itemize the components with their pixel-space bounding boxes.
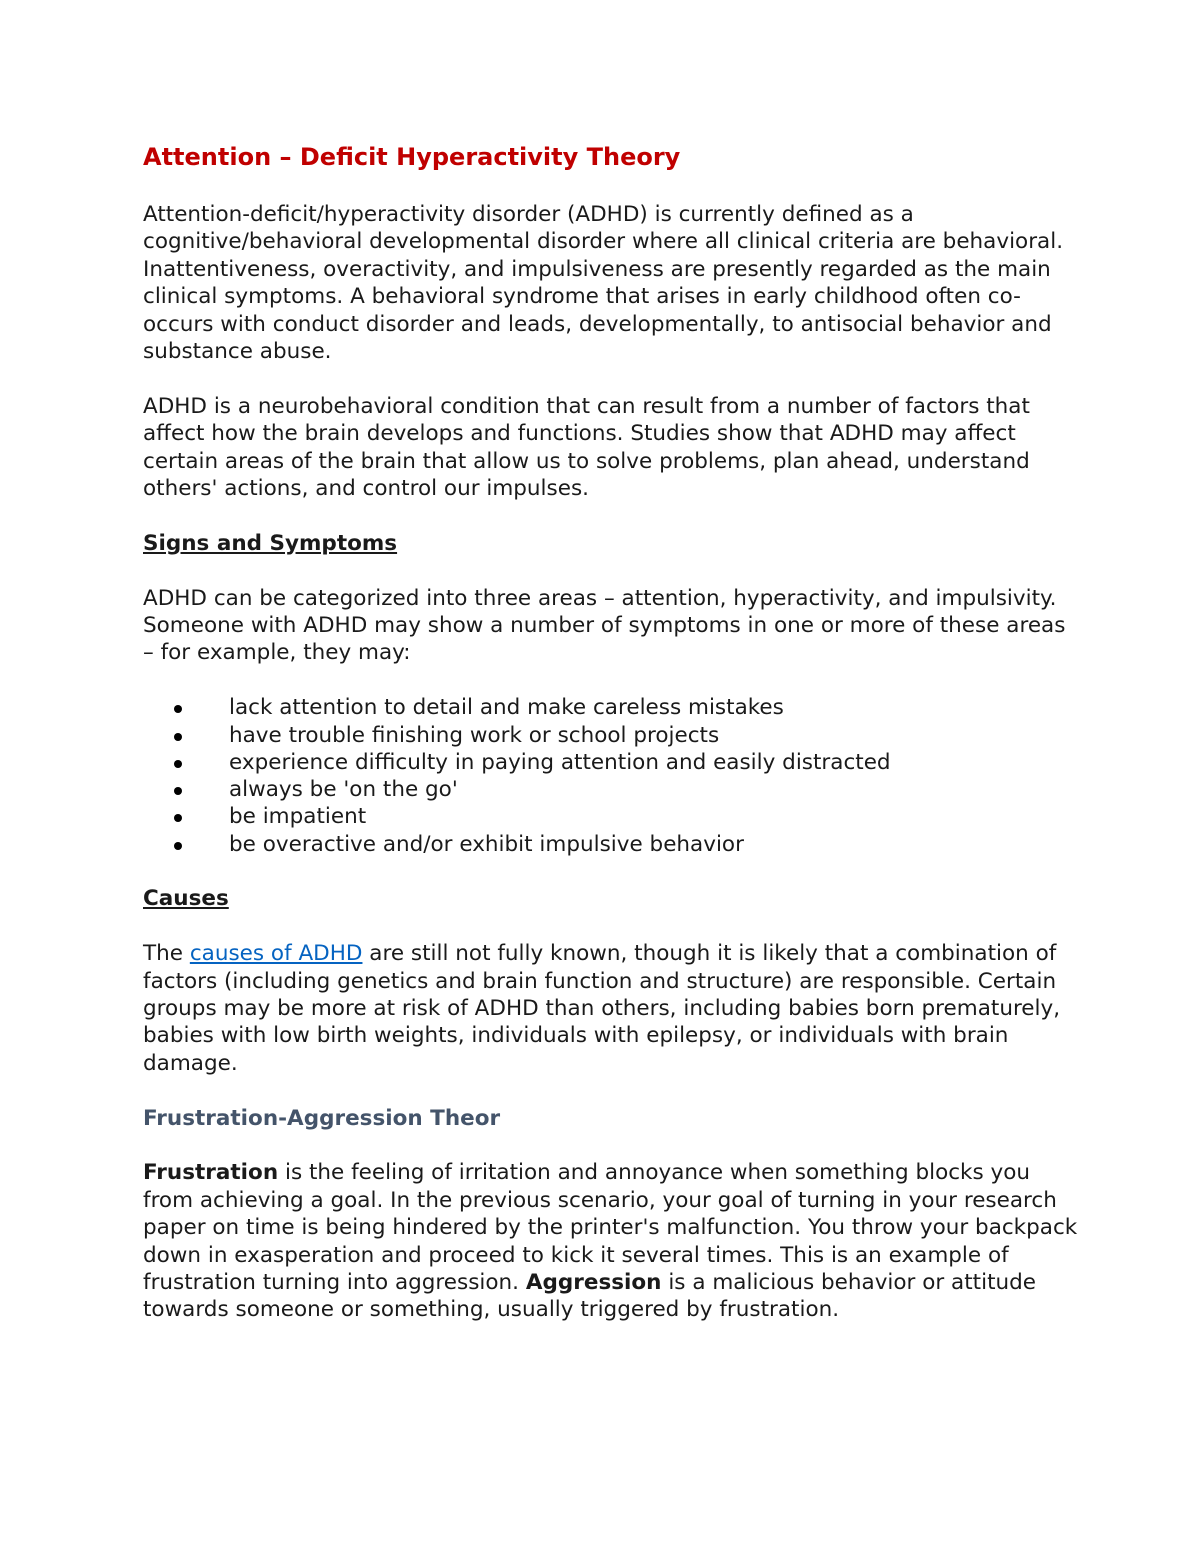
list-item [143, 831, 1080, 858]
causes-heading: Causes [143, 886, 229, 912]
list-item-text: be impatient [229, 804, 367, 830]
signs-heading: Signs and Symptoms [143, 530, 398, 556]
bullet-icon [174, 705, 182, 713]
bullet-icon [174, 733, 182, 741]
frustration-text: is the feeling of irritation and annoyance when something blocks you from achieving a goal. In the previous scenario, your goal of turning in your research paper on time is being hindered by the printer's malfunction. You throw your backpack down in exasperation and proceed to kick it several times. This is an example of frustration turning into aggression. [143, 1160, 1078, 1296]
list-item-text: lack attention to detail and make careless mistakes [229, 695, 784, 721]
list-item-text: be overactive and/or exhibit impulsive behavior [229, 831, 744, 857]
frustration-aggression-paragraph [143, 1159, 1083, 1323]
frustration-aggression-heading: Frustration-Aggression Theor [143, 1105, 501, 1131]
causes-text-pre: The [143, 941, 190, 967]
aggression-text: is a malicious behavior or attitude towards someone or something, usually triggered by frustration. [143, 1270, 1036, 1323]
list-item-text: have trouble finishing work or school projects [229, 722, 720, 748]
symptoms-list [143, 694, 1080, 858]
bullet-icon [174, 760, 182, 768]
list-item-text: always be 'on the go' [229, 777, 458, 803]
causes-of-adhd-link[interactable]: causes of ADHD [189, 941, 363, 967]
list-item [143, 776, 1080, 803]
intro-paragraph: Attention-deficit/hyperactivity disorder (ADHD) is currently defined as a cognitive/behavioral developmental disorder where all clinical criteria are behavioral. Inattentiveness, overactivity, and impulsiveness are presently regarded as the main clinical symptoms. A behavioral syndrome that arises in early childhood often co-occurs with conduct disorder and leads, developmentally, to antisocial behavior and substance abuse. [143, 202, 1064, 365]
list-item [143, 803, 1080, 830]
aggression-term: Aggression [525, 1270, 662, 1296]
document-title: Attention – Deficit Hyperactivity Theory [143, 143, 681, 171]
causes-text-post: are still not fully known, though it is likely that a combination of factors (including genetics and brain function and structure) are responsible. Certain groups may be more at risk of ADHD than others, including babies born prematurely, babies with low birth weights, individuals with epilepsy, or individuals with brain damage. [143, 941, 1061, 1076]
bullet-icon [174, 814, 182, 822]
list-item-text: experience difficulty in paying attention and easily distracted [229, 749, 891, 775]
bullet-icon [174, 842, 182, 850]
causes-paragraph [143, 940, 1083, 1077]
list-item [143, 722, 1080, 749]
bullet-icon [174, 787, 182, 795]
frustration-term: Frustration [143, 1160, 279, 1186]
signs-intro-paragraph: ADHD can be categorized into three areas – attention, hyperactivity, and impulsivity. Someone with ADHD may show a number of symptoms in one or more of these areas – for example, they may: [143, 585, 1066, 666]
list-item [143, 749, 1080, 776]
list-item [143, 694, 1080, 721]
neuro-paragraph: ADHD is a neurobehavioral condition that can result from a number of factors that affect how the brain develops and functions. Studies show that ADHD may affect certain areas of the brain that allow us to solve problems, plan ahead, understand others' actions, and control our impulses. [143, 393, 1030, 502]
